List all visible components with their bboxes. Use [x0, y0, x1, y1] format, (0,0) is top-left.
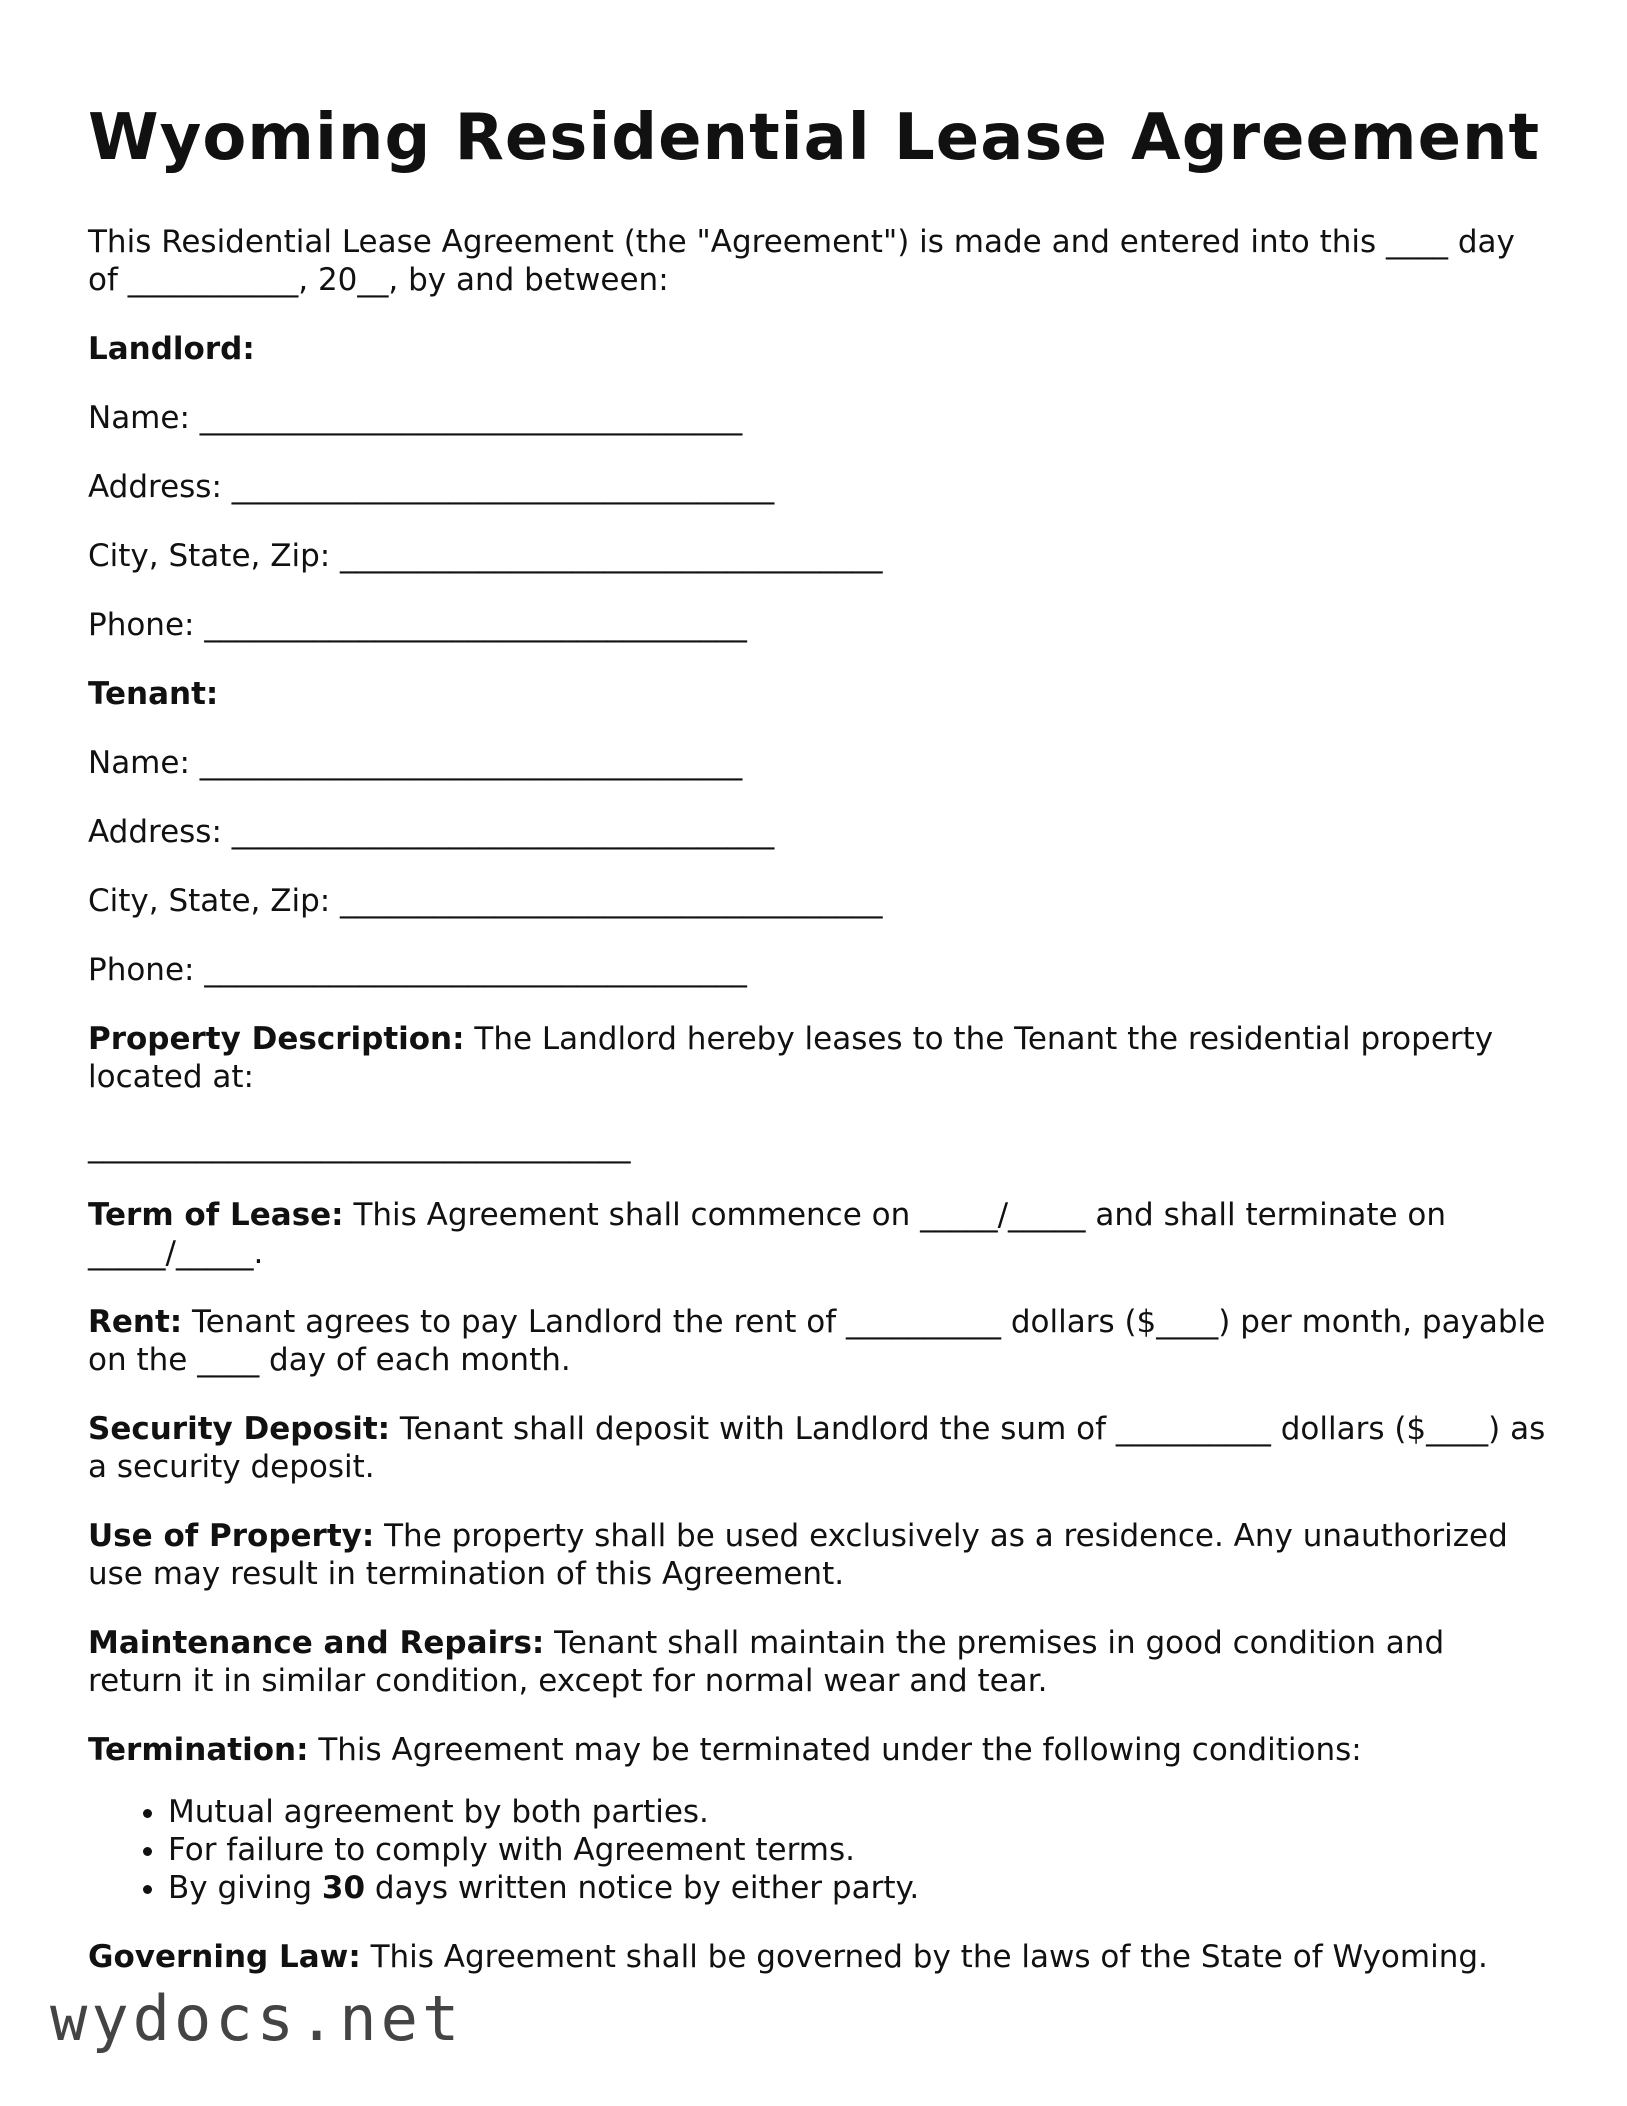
landlord-address-field: Address: ___________________________________ [88, 468, 775, 505]
list-item-text: By giving [168, 1869, 322, 1906]
intro-paragraph: This Residential Lease Agreement (the "Agreement") is made and entered into this ____ day of ___________, 20__, by and between: [88, 223, 1515, 298]
tenant-phone-field: Phone: ___________________________________ [88, 951, 747, 988]
property-label: Property Description: [88, 1020, 465, 1057]
landlord-phone-field: Phone: ___________________________________ [88, 606, 747, 643]
rent-paragraph [88, 1303, 1548, 1379]
property-description [88, 1020, 1548, 1096]
termination-text: This Agreement may be terminated under the following conditions: [308, 1731, 1362, 1768]
use-text: The property shall be used exclusively as a residence. Any unauthorized use may result in termination of this Agreement. [88, 1517, 1508, 1592]
tenant-city-field: City, State, Zip: ___________________________________ [88, 882, 883, 919]
deposit-text: Tenant shall deposit with Landlord the sum of __________ dollars ($____) as a security deposit. [88, 1410, 1546, 1485]
maintenance-label: Maintenance and Repairs: [88, 1624, 545, 1661]
property-address-blank: ___________________________________ [88, 1127, 631, 1164]
deposit-label: Security Deposit: [88, 1410, 391, 1447]
governing-text: This Agreement shall be governed by the laws of the State of Wyoming. [360, 1938, 1488, 1975]
document-title: Wyoming Residential Lease Agreement [88, 101, 1541, 175]
landlord-name-field: Name: ___________________________________ [88, 399, 743, 436]
term-text: This Agreement shall commence on _____/_____ and shall terminate on _____/_____. [88, 1196, 1447, 1271]
property-text: The Landlord hereby leases to the Tenant the residential property located at: [88, 1020, 1494, 1095]
list-item: • Mutual agreement by both parties. [168, 1793, 1548, 1831]
landlord-city-field: City, State, Zip: ___________________________________ [88, 537, 883, 574]
landlord-heading: Landlord: [88, 330, 255, 367]
rent-label: Rent: [88, 1303, 183, 1340]
termination-paragraph [88, 1731, 1548, 1769]
termination-conditions-list [88, 1793, 1548, 1907]
governing-law-paragraph [88, 1938, 1548, 1976]
security-deposit-paragraph [88, 1410, 1548, 1486]
list-item: • For failure to comply with Agreement terms. [168, 1831, 1548, 1869]
tenant-name-field: Name: ___________________________________ [88, 744, 743, 781]
watermark: wydocs.net [50, 1982, 464, 2055]
maintenance-text: Tenant shall maintain the premises in good condition and return it in similar condition, except for normal wear and tear. [88, 1624, 1445, 1699]
use-of-property-paragraph [88, 1517, 1548, 1593]
termination-label: Termination: [88, 1731, 309, 1768]
tenant-heading: Tenant: [88, 675, 219, 712]
list-item [168, 1869, 1548, 1907]
document-page [88, 100, 1548, 2007]
list-item-text: days written notice by either party. [365, 1869, 920, 1906]
term-label: Term of Lease: [88, 1196, 344, 1233]
rent-text: Tenant agrees to pay Landlord the rent of __________ dollars ($____) per month, payable on the ____ day of each month. [88, 1303, 1546, 1378]
term-of-lease [88, 1196, 1548, 1272]
maintenance-paragraph [88, 1624, 1548, 1700]
tenant-address-field: Address: ___________________________________ [88, 813, 775, 850]
use-label: Use of Property: [88, 1517, 375, 1554]
governing-label: Governing Law: [88, 1938, 361, 1975]
notice-days: 30 [321, 1869, 366, 1906]
